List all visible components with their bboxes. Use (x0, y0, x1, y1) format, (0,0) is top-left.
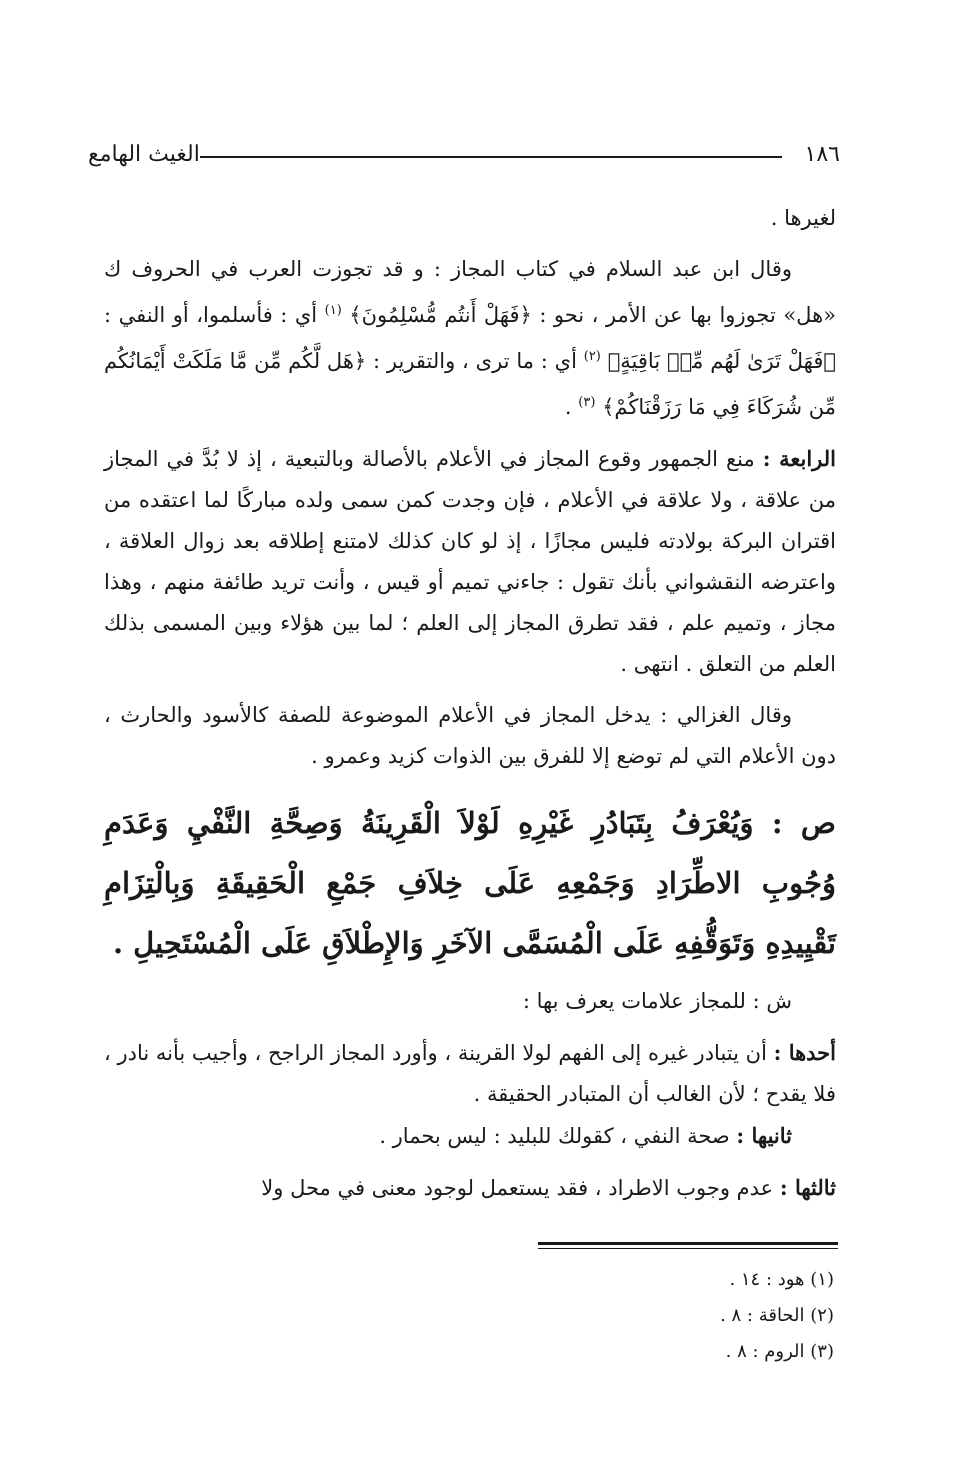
continuation-line: لغيرها . (770, 206, 836, 230)
quran-verse: ﴿فَهَلْ تَرَىٰ لَهُم مِّنۢ بَاقِيَةٍ﴾ (607, 349, 836, 373)
sign-first (104, 1032, 836, 1115)
book-title: الغيث الهامع (88, 142, 200, 167)
running-header (88, 140, 840, 174)
footnote-ref: (٣) (578, 395, 596, 410)
sharh-intro: ش : للمجاز علامات يعرف بها : (522, 989, 792, 1013)
main-text (104, 198, 836, 1209)
footnote-ref: (٢) (583, 349, 601, 364)
para-text: أي : ما ترى ، والتقرير : (366, 349, 584, 373)
quran-verse: ﴿فَهَلْ أَنتُم مُّسْلِمُونَ﴾ (349, 303, 532, 327)
quran-verse: ﴿هَل لَّكُم مِّن مَّا مَلَكَتْ أَيْمَانُكُم مِّن شُرَكَاءَ فِي مَا رَزَقْنَاكُمْ﴾ (104, 349, 836, 419)
matn-text: ص : وَيُعْرَفُ بِتَبَادُرِ غَيْرِهِ لَوْلاَ الْقَرِينَةُ وَصِحَّةِ النَّفْيِ وَعَدَمِ وُجُوبِ الاطِّرَادِ وَجَمْعِهِ عَلَى خِلاَفِ جَمْعِ الْحَقِيقَةِ وَبِالْتِزَامِ تَقْيِيدِهِ وَتَوَقُّفِهِ عَلَى الْمُسَمَّى الآخَرِ وَالإِطْلاَقِ عَلَى الْمُسْتَحِيلِ . (104, 806, 836, 960)
sign-label: ثالثها : (779, 1175, 836, 1200)
paragraph-ibn-abd-assalam (104, 249, 836, 428)
para-text: منع الجمهور وقوع المجاز في الأعلام بالأصالة وبالتبعية ، إذ لا بُدَّ في المجاز من علاقة ، ولا علاقة في الأعلام ، فإن وجدت كمن سمى ولده مباركًا لما اعتقده من اقتران البركة بولادته فليس مجازًا ، إذ لو كان كذلك لامتنع إطلاقه بعد زوال العلاقة ، واعترضه النقشواني بأنك تقول : جاءني تميم أو قيس ، وأنت تريد طائفة منهم ، وهذا مجاز ، وتميم علم ، فقد تطرق المجاز إلى العلم ؛ لما بين هؤلاء وبين المسمى بذلك العلم من التعلق . انتهى . (104, 447, 836, 676)
footnote-rule-thin (538, 1248, 838, 1249)
footnotes (434, 1262, 834, 1370)
sign-text: عدم وجوب الاطراد ، فقد يستعمل لوجود معنى في محل ولا (261, 1176, 780, 1200)
paragraph-ghazali: وقال الغزالي : يدخل المجاز في الأعلام الموضوعة للصفة كالأسود والحارث ، دون الأعلام التي لم توضع إلا للفرق بين الذوات كزيد وعمرو . (104, 703, 836, 768)
page-number: ١٨٦ (804, 142, 840, 167)
footnote-rule (538, 1242, 838, 1245)
footnote-2: (٢) الحاقة : ٨ . (720, 1305, 834, 1326)
sign-text: أن يتبادر غيره إلى الفهم لولا القرينة ، وأورد المجاز الراجح ، وأجيب بأنه نادر ، فلا يقدح ؛ لأن الغالب أن المتبادر الحقيقة . (104, 1041, 836, 1106)
header-rule (200, 156, 782, 158)
para-text: وقال ابن عبد السلام في كتاب المجاز : و قد تجوزت العرب في الحروف ك «هل» تجوزوا بها عن الأمر ، نحو : (104, 257, 837, 327)
sign-label: ثانيها : (736, 1123, 792, 1148)
sign-text: صحة النفي ، كقولك للبليد : ليس بحمار . (379, 1124, 737, 1148)
sign-label: أحدها : (773, 1040, 837, 1065)
paragraph-fourth (104, 438, 836, 685)
sign-second (104, 1115, 836, 1157)
para-text: أي : فأسلموا، أو النفي : (104, 303, 325, 327)
sign-third (104, 1167, 836, 1209)
footnote-1: (١) هود : ١٤ . (729, 1269, 834, 1290)
section-label: الرابعة : (762, 446, 836, 471)
para-text: . (564, 395, 579, 419)
footnote-3: (٣) الروم : ٨ . (725, 1341, 834, 1362)
footnote-ref: (١) (324, 303, 342, 318)
